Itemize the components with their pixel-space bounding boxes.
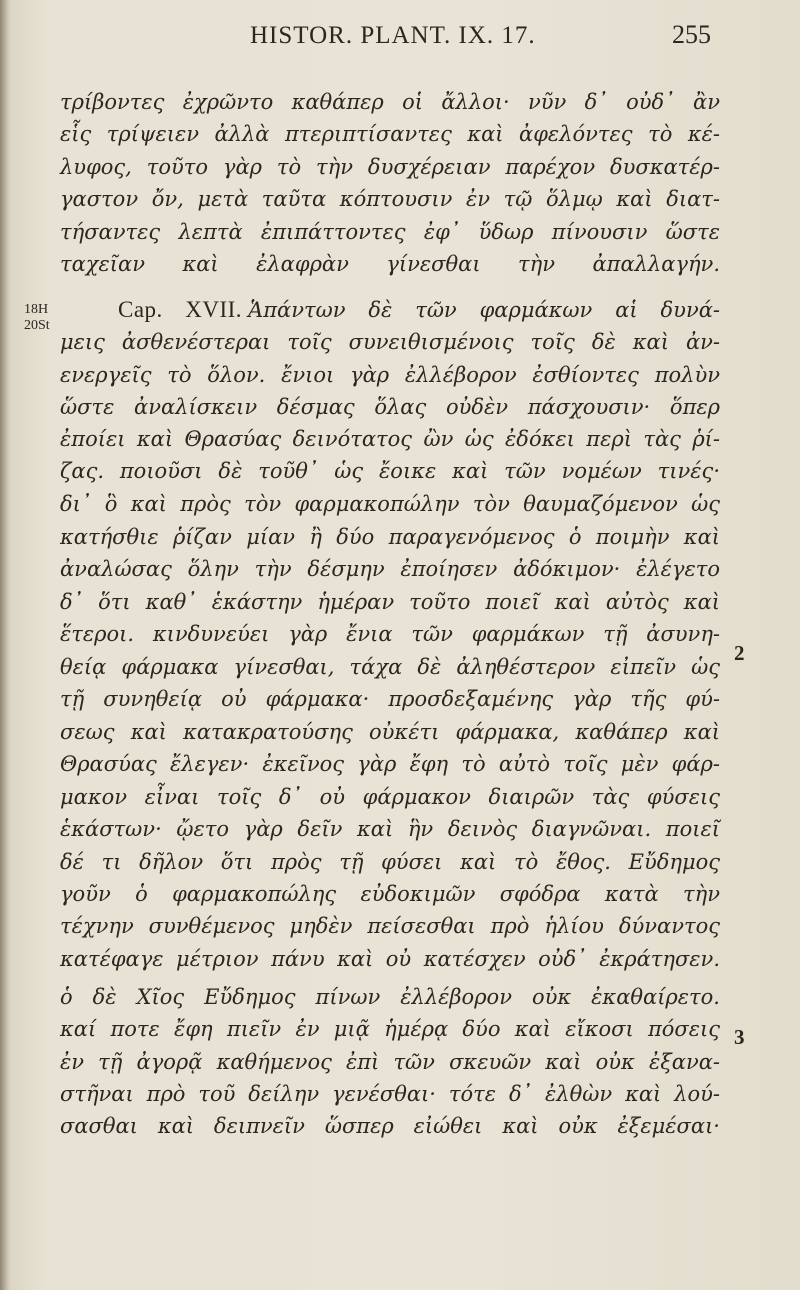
text-line: λυφος, τοῦτο γὰρ τὸ τὴν δυσχέρειαν παρέχον δυσκατέρ-	[60, 155, 720, 179]
text-line: ταχεῖαν καὶ ἐλαφρὰν γίνεσθαι τὴν ἀπαλλαγήν.	[60, 252, 720, 276]
text-line: ζας. ποιοῦσι δὲ τοῦθ᾽ ὡς ἔοικε καὶ τῶν νομέων τινές·	[60, 459, 720, 483]
section-number-2: 2	[734, 641, 745, 665]
text-line: κατέφαγε μέτριον πάνυ καὶ οὐ κατέσχεν οὐδ᾽ ἐκράτησεν.	[60, 947, 720, 971]
text-line: μεις ἀσθενέστεραι τοῖς συνειθισμένοις τοῖς δὲ καὶ ἀν-	[60, 330, 720, 354]
text-line: θείᾳ φάρμακα γίνεσθαι, τάχα δὲ ἀληθέστερον εἰπεῖν ὡς	[60, 655, 720, 679]
text-line: δι᾽ ὃ καὶ πρὸς τὸν φαρμακοπώλην τὸν θαυμαζόμενον ὡς	[60, 492, 720, 516]
page-binding-edge	[0, 0, 10, 1290]
text-line: μακον εἶναι τοῖς δ᾽ οὐ φάρμακον διαιρῶν τὰς φύσεις	[60, 785, 720, 809]
text-line: κατήσθιε ῥίζαν μίαν ἢ δύο παραγενόμενος ὁ ποιμὴν καὶ	[60, 525, 720, 549]
text-line: σεως καὶ κατακρατούσης οὐκέτι φάρμακα, καθάπερ καὶ	[60, 720, 720, 744]
text-line: ἐποίει καὶ Θρασύας δεινότατος ὢν ὡς ἐδόκει περὶ τὰς ῥί-	[60, 427, 720, 451]
text-line: στῆναι πρὸ τοῦ δείλην γενέσθαι· τότε δ᾽ ἐλθὼν καὶ λού-	[60, 1082, 720, 1106]
chapter-heading: Cap. XVII.	[118, 297, 243, 322]
page-number: 255	[672, 20, 711, 49]
text-line: τρίβοντες ἐχρῶντο καθάπερ οἱ ἄλλοι· νῦν δ᾽ οὐδ᾽ ἂν	[60, 90, 720, 114]
text-line: καί ποτε ἔφη πιεῖν ἐν μιᾷ ἡμέρᾳ δύο καὶ εἴκοσι πόσεις	[60, 1017, 720, 1041]
margin-reference-top: 18H	[24, 302, 49, 317]
section-number-3: 3	[734, 1025, 745, 1049]
text-line: ἐν τῇ ἀγορᾷ καθήμενος ἐπὶ τῶν σκευῶν καὶ οὐκ ἐξανα-	[60, 1050, 720, 1074]
text-line: σασθαι καὶ δειπνεῖν ὥσπερ εἰώθει καὶ οὐκ ἐξεμέσαι·	[60, 1114, 720, 1138]
text-line: τέχνην συνθέμενος μηδὲν πείσεσθαι πρὸ ἡλίου δύναντος	[60, 914, 720, 938]
text-line: ἀναλώσας ὅλην τὴν δέσμην ἐποίησεν ἀδόκιμον· ἐλέγετο	[60, 557, 720, 581]
text-line: δέ τι δῆλον ὅτι πρὸς τῇ φύσει καὶ τὸ ἔθος. Εὔδημος	[60, 850, 720, 874]
text-line: ενεργεῖς τὸ ὅλον. ἔνιοι γὰρ ἐλλέβορον ἐσθίοντες πολὺν	[60, 363, 720, 387]
text-line: ἕτεροι. κινδυνεύει γὰρ ἔνια τῶν φαρμάκων τῇ ἀσυνη-	[60, 622, 720, 646]
text-line: τήσαντες λεπτὰ ἐπιπάττοντες ἐφ᾽ ὕδωρ πίνουσιν ὥστε	[60, 220, 720, 244]
text-line: εἷς τρίψειεν ἀλλὰ πτεριπτίσαντες καὶ ἀφελόντες τὸ κέ-	[60, 122, 720, 146]
running-head: HISTOR. PLANT. IX. 17.	[250, 22, 536, 49]
text-line: ὁ δὲ Χῖος Εὔδημος πίνων ἐλλέβορον οὐκ ἐκαθαίρετο.	[60, 985, 720, 1009]
chapter-first-line: Ἁπάντων δὲ τῶν φαρμάκων αἱ δυνά-	[248, 298, 720, 322]
text-line: τῇ συνηθείᾳ οὐ φάρμακα· προσδεξαμένης γὰρ τῆς φύ-	[60, 687, 720, 711]
text-line: γοῦν ὁ φαρμακοπώλης εὐδοκιμῶν σφόδρα κατὰ τὴν	[60, 882, 720, 906]
text-line: Θρασύας ἔλεγεν· ἐκεῖνος γὰρ ἔφη τὸ αὐτὸ τοῖς μὲν φάρ-	[60, 752, 720, 776]
text-line: ἑκάστων· ᾤετο γὰρ δεῖν καὶ ἣν δεινὸς διαγνῶναι. ποιεῖ	[60, 817, 720, 841]
text-line	[118, 297, 720, 323]
margin-reference-bottom: 20St	[24, 318, 50, 333]
text-line: γαστον ὄν, μετὰ ταῦτα κόπτουσιν ἐν τῷ ὅλμῳ καὶ διατ-	[60, 187, 720, 211]
text-line: δ᾽ ὅτι καθ᾽ ἑκάστην ἡμέραν τοῦτο ποιεῖ καὶ αὐτὸς καὶ	[60, 590, 720, 614]
text-line: ὥστε ἀναλίσκειν δέσμας ὅλας οὐδὲν πάσχουσιν· ὅπερ	[60, 395, 720, 419]
